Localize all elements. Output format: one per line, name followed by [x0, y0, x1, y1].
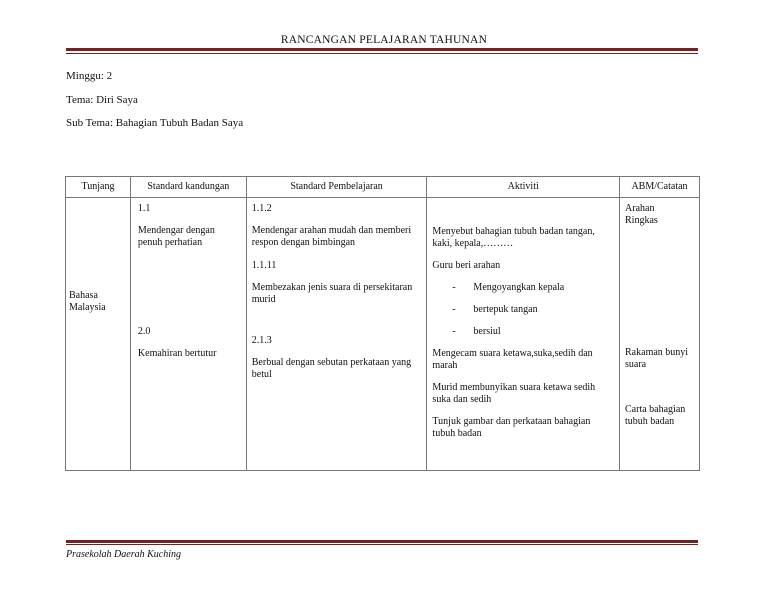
- aktiviti-text-1b: kaki, kepala,………: [432, 238, 514, 249]
- cell-standard-kandungan: [130, 198, 246, 471]
- pembelajaran-text-1b: respon dengan bimbingan: [251, 237, 356, 248]
- kandungan-text-2: Kemahiran bertutur: [137, 348, 217, 359]
- header-abm-catatan: ABM/Catatan: [620, 177, 700, 198]
- abm-text-1a: Arahan: [625, 203, 655, 214]
- pembelajaran-text-3a: Berbual dengan sebutan perkataan yang: [251, 357, 412, 368]
- footer-text: Prasekolah Daerah Kuching: [66, 549, 181, 560]
- header-standard-pembelajaran: Standard Pembelajaran: [246, 177, 427, 198]
- aktiviti-text-3a: Mengecam suara ketawa,suka,sedih dan: [432, 348, 593, 359]
- pembelajaran-code-2: 1.1.11: [251, 260, 277, 271]
- pembelajaran-code-3: 2.1.3: [251, 335, 272, 346]
- header-rule-thick: [66, 48, 698, 51]
- kandungan-text-1a: Mendengar dengan: [137, 225, 215, 236]
- minggu-label: Minggu: 2: [66, 70, 113, 82]
- aktiviti-text-4b: suka dan sedih: [432, 394, 492, 405]
- aktiviti-text-1a: Menyebut bahagian tubuh badan tangan,: [432, 226, 595, 237]
- pembelajaran-text-2a: Membezakan jenis suara di persekitaran: [251, 282, 413, 293]
- aktiviti-text-4a: Murid membunyikan suara ketawa sedih: [432, 382, 596, 393]
- cell-tunjang: [66, 198, 131, 471]
- cell-aktiviti: [427, 198, 620, 471]
- pembelajaran-text-3b: betul: [251, 369, 272, 380]
- kandungan-text-1b: penuh perhatian: [137, 237, 203, 248]
- abm-text-3b: tubuh badan: [625, 416, 675, 427]
- pembelajaran-code-1: 1.1.2: [251, 203, 272, 214]
- aktiviti-text-5a: Tunjuk gambar dan perkataan bahagian: [432, 416, 591, 427]
- header-aktiviti: Aktiviti: [427, 177, 620, 198]
- kandungan-code-1: 1.1: [137, 203, 151, 214]
- sub-tema-label: Sub Tema: Bahagian Tubuh Badan Saya: [66, 117, 244, 129]
- header-tunjang: Tunjang: [66, 177, 131, 198]
- abm-text-2a: Rakaman bunyi: [625, 347, 689, 358]
- header-rule-thin: [66, 53, 698, 54]
- lesson-plan-table: [65, 176, 700, 471]
- pembelajaran-text-1a: Mendengar arahan mudah dan memberi: [251, 225, 412, 236]
- aktiviti-text-3b: marah: [432, 360, 458, 371]
- header-title: RANCANGAN PELAJARAN TAHUNAN: [280, 34, 488, 46]
- list-item: Mengoyangkan kepala: [473, 282, 565, 293]
- pembelajaran-text-2b: murid: [251, 294, 276, 305]
- aktiviti-text-2: Guru beri arahan: [432, 260, 501, 271]
- cell-abm-catatan: [620, 198, 700, 471]
- dash-bullet-icon: -: [452, 304, 456, 315]
- table-header-row: [66, 177, 700, 198]
- abm-text-2b: suara: [625, 359, 647, 370]
- header-standard-kandungan: Standard kandungan: [130, 177, 246, 198]
- abm-text-1b: Ringkas: [625, 215, 658, 226]
- footer-rule-thin: [66, 544, 698, 545]
- dash-bullet-icon: -: [452, 326, 456, 337]
- list-item: bertepuk tangan: [473, 304, 538, 315]
- cell-standard-pembelajaran: [246, 198, 427, 471]
- aktiviti-text-5b: tubuh badan: [432, 428, 482, 439]
- tema-label: Tema: Diri Saya: [66, 94, 138, 106]
- tunjang-line-1: Bahasa: [69, 290, 98, 301]
- abm-text-3a: Carta bahagian: [625, 404, 686, 415]
- list-item: bersiul: [473, 326, 501, 337]
- tunjang-line-2: Malaysia: [69, 302, 106, 313]
- kandungan-code-2: 2.0: [137, 326, 151, 337]
- dash-bullet-icon: -: [452, 282, 456, 293]
- footer-rule-thick: [66, 540, 698, 543]
- table-row: [66, 198, 700, 471]
